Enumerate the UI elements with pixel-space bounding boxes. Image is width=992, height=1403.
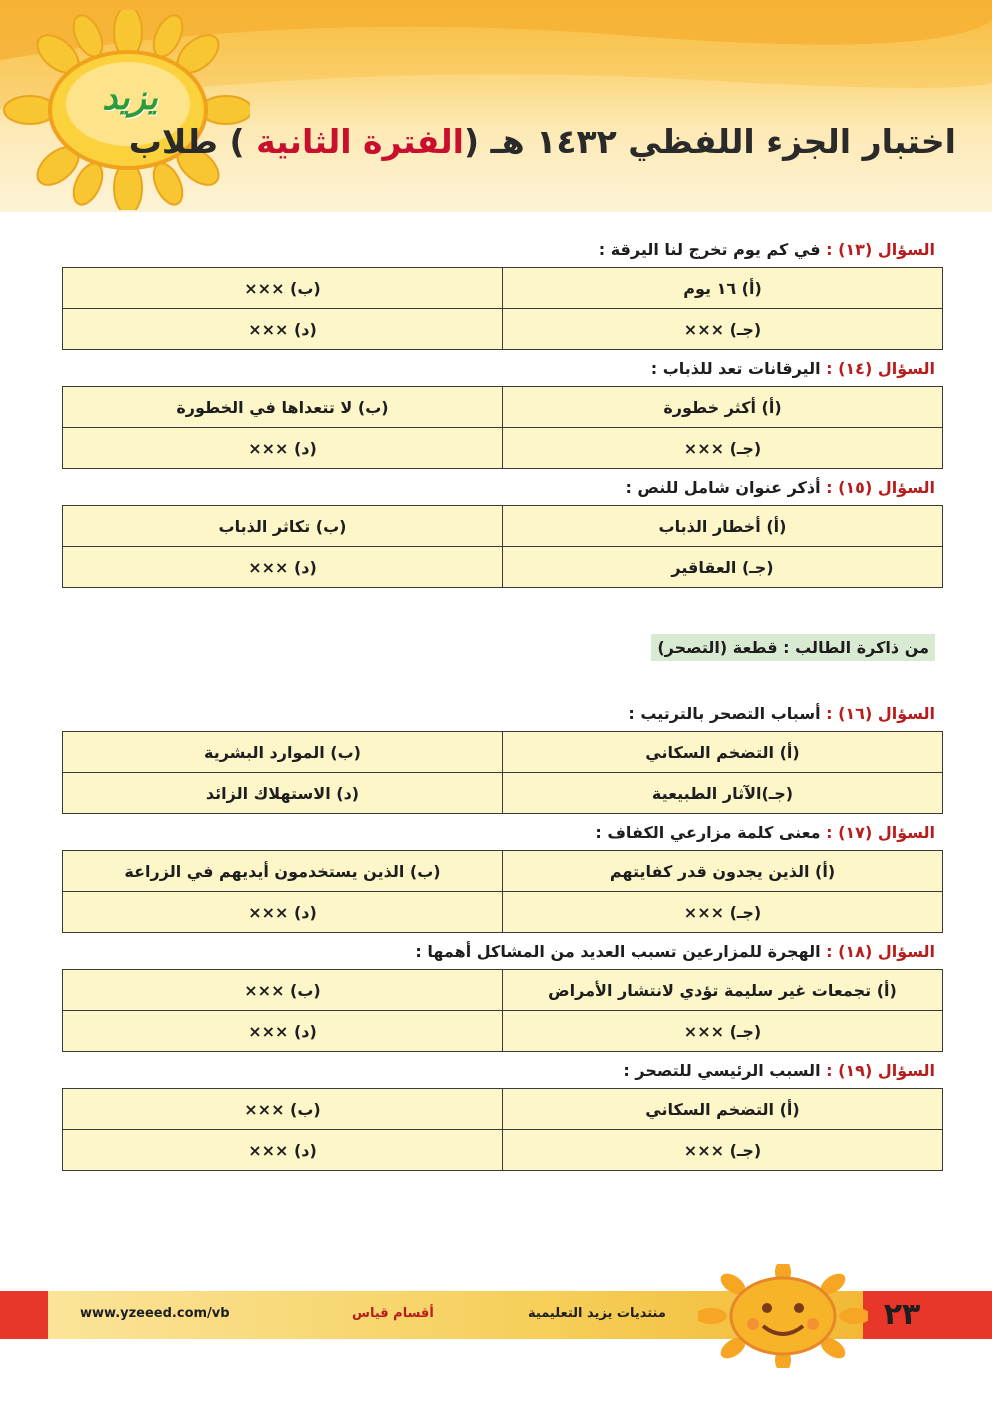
answer-options-table bbox=[62, 386, 943, 469]
answer-options-table bbox=[62, 267, 943, 350]
question-text: أذكر عنوان شامل للنص : bbox=[625, 478, 827, 497]
question-label bbox=[62, 1054, 943, 1088]
answer-row bbox=[63, 309, 943, 350]
answer-option: (أ) تجمعات غير سليمة تؤدي لانتشار الأمراض bbox=[503, 970, 943, 1011]
question-number: السؤال (١٩) : bbox=[826, 1061, 935, 1080]
answer-option: (أ) التضخم السكاني bbox=[503, 1089, 943, 1130]
answer-option: (جـ) ××× bbox=[503, 1130, 943, 1171]
brand-logo: يزيد bbox=[102, 78, 158, 118]
answer-option: (د) ××× bbox=[63, 309, 503, 350]
answer-row bbox=[63, 428, 943, 469]
answer-option: (د) ××× bbox=[63, 1130, 503, 1171]
questions-part-1 bbox=[62, 233, 943, 588]
footer-section-label: أقسام قياس bbox=[352, 1306, 434, 1321]
answer-row bbox=[63, 1011, 943, 1052]
answer-option: (أ) ١٦ يوم bbox=[503, 268, 943, 309]
page-number: ٢٣ bbox=[883, 1297, 921, 1332]
answer-option: (د) ××× bbox=[63, 428, 503, 469]
question-text: اليرقانات تعد للذباب : bbox=[650, 359, 827, 378]
answer-row bbox=[63, 1089, 943, 1130]
question-number: السؤال (١٥) : bbox=[826, 478, 935, 497]
question-label bbox=[62, 233, 943, 267]
answer-row bbox=[63, 970, 943, 1011]
answer-option: (ب) لا تتعداها في الخطورة bbox=[63, 387, 503, 428]
answer-row bbox=[63, 851, 943, 892]
answer-option: (جـ)الآثار الطبيعية bbox=[503, 773, 943, 814]
answer-option: (جـ) ××× bbox=[503, 309, 943, 350]
question-text: في كم يوم تخرج لنا اليرقة : bbox=[598, 240, 827, 259]
answer-options-table bbox=[62, 1088, 943, 1171]
answer-option: (ب) الموارد البشرية bbox=[63, 732, 503, 773]
answer-options-table bbox=[62, 850, 943, 933]
question-number: السؤال (١٦) : bbox=[826, 704, 935, 723]
answer-options-table bbox=[62, 505, 943, 588]
question-number: السؤال (١٣) : bbox=[826, 240, 935, 259]
question-label bbox=[62, 352, 943, 386]
answer-row bbox=[63, 1130, 943, 1171]
answer-row bbox=[63, 547, 943, 588]
answer-option: (د) الاستهلاك الزائد bbox=[63, 773, 503, 814]
answer-option: (ب) ××× bbox=[63, 970, 503, 1011]
question-text: الهجرة للمزارعين تسبب العديد من المشاكل أهمها : bbox=[415, 942, 827, 961]
answer-option: (جـ) ××× bbox=[503, 892, 943, 933]
question-label bbox=[62, 816, 943, 850]
question-text: السبب الرئيسي للتصحر : bbox=[623, 1061, 827, 1080]
answer-options-table bbox=[62, 969, 943, 1052]
question-label bbox=[62, 935, 943, 969]
page-header bbox=[0, 0, 992, 212]
question-text: أسباب التصحر بالترتيب : bbox=[628, 704, 827, 723]
questions-content bbox=[62, 233, 943, 1173]
answer-option: (ب) ××× bbox=[63, 268, 503, 309]
answer-option: (جـ) ××× bbox=[503, 428, 943, 469]
question-number: السؤال (١٤) : bbox=[826, 359, 935, 378]
answer-options-table bbox=[62, 731, 943, 814]
question-label bbox=[62, 471, 943, 505]
question-number: السؤال (١٧) : bbox=[826, 823, 935, 842]
footer-url-link[interactable]: www.yzeeed.com/vb bbox=[80, 1306, 230, 1321]
answer-row bbox=[63, 268, 943, 309]
answer-option: (أ) أكثر خطورة bbox=[503, 387, 943, 428]
question-label bbox=[62, 697, 943, 731]
answer-row bbox=[63, 387, 943, 428]
answer-option: (أ) التضخم السكاني bbox=[503, 732, 943, 773]
answer-option: (جـ) ××× bbox=[503, 1011, 943, 1052]
answer-option: (د) ××× bbox=[63, 1011, 503, 1052]
answer-option: (أ) أخطار الذباب bbox=[503, 506, 943, 547]
answer-option: (د) ××× bbox=[63, 892, 503, 933]
footer-sun-face-icon bbox=[698, 1264, 868, 1368]
page-title: اختبار الجزء اللفظي ١٤٣٢ هـ (الفترة الثانية ) طلاب bbox=[128, 122, 956, 161]
answer-row bbox=[63, 506, 943, 547]
answer-option: (ب) الذين يستخدمون أيديهم في الزراعة bbox=[63, 851, 503, 892]
answer-option: (ب) تكاثر الذباب bbox=[63, 506, 503, 547]
footer-forum-name: منتديات يزيد التعليمية bbox=[528, 1306, 666, 1321]
answer-row bbox=[63, 892, 943, 933]
title-accent: الفترة الثانية bbox=[256, 122, 464, 161]
answer-row bbox=[63, 773, 943, 814]
answer-option: (ب) ××× bbox=[63, 1089, 503, 1130]
answer-row bbox=[63, 732, 943, 773]
section-banner: من ذاكرة الطالب : قطعة (التصحر) bbox=[651, 634, 935, 661]
question-text: معنى كلمة مزارعي الكفاف : bbox=[595, 823, 827, 842]
answer-option: (جـ) العقاقير bbox=[503, 547, 943, 588]
answer-option: (أ) الذين يجدون قدر كفايتهم bbox=[503, 851, 943, 892]
questions-part-2 bbox=[62, 697, 943, 1171]
answer-option: (د) ××× bbox=[63, 547, 503, 588]
question-number: السؤال (١٨) : bbox=[826, 942, 935, 961]
